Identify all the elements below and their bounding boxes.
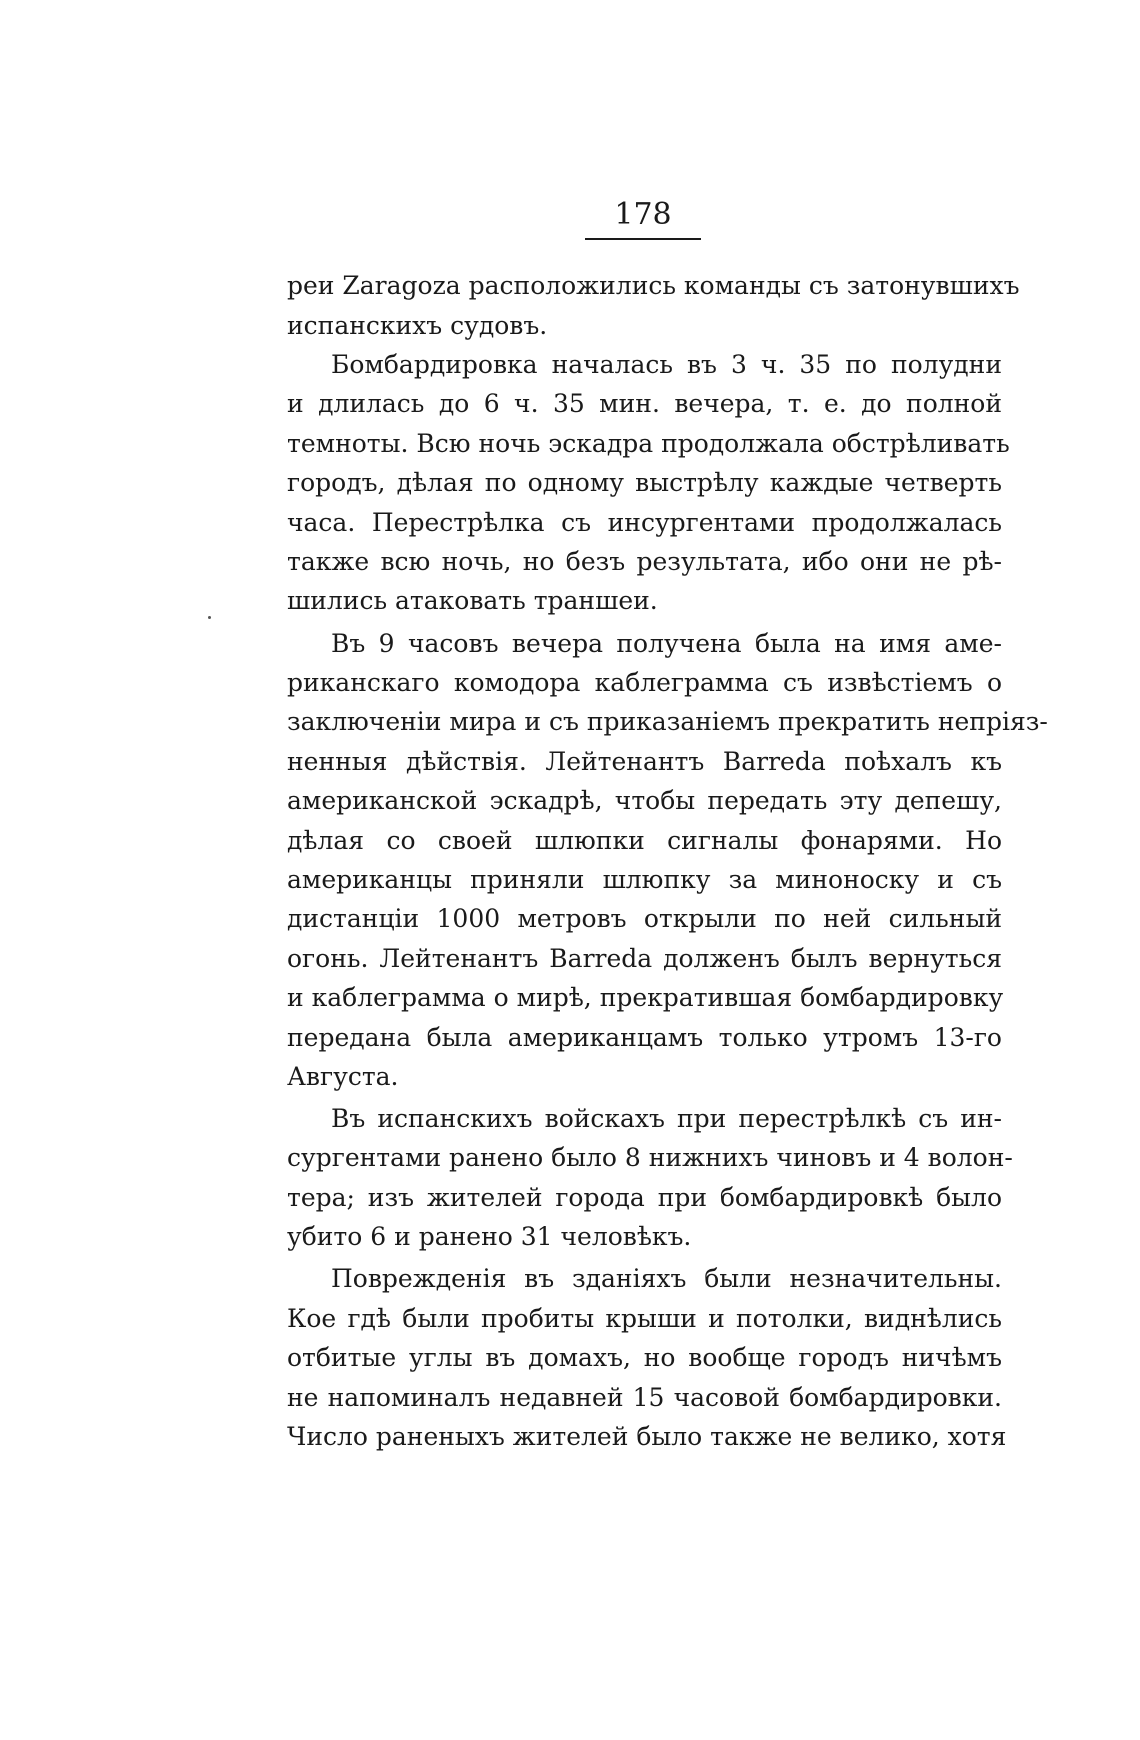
text-line: отбитые углы въ домахъ, но вообще городъ ничѣмъ [287, 1343, 1002, 1372]
text-line: Августа. [287, 1062, 399, 1091]
text-line: испанскихъ судовъ. [287, 311, 548, 340]
text-line: также всю ночь, но безъ результата, ибо они не рѣ- [287, 547, 1002, 576]
paragraph-start-line: Бомбардировка началась въ 3 ч. 35 по полудни [331, 350, 1002, 379]
text-line: ненныя дѣйствія. Лейтенантъ Barreda поѣхалъ къ [287, 747, 1002, 776]
text-line: городъ, дѣлая по одному выстрѣлу каждые четверть [287, 468, 1002, 497]
text-line: часа. Перестрѣлка съ инсургентами продолжалась [287, 508, 1002, 537]
text-line: Кое гдѣ были пробиты крыши и потолки, виднѣлись [287, 1304, 1002, 1333]
text-line: огонь. Лейтенантъ Barreda долженъ былъ вернуться [287, 944, 1002, 973]
text-line: американской эскадрѣ, чтобы передать эту депешу, [287, 786, 1002, 815]
text-line: темноты. Всю ночь эскадра продолжала обстрѣливать [287, 429, 1010, 458]
text-line: риканскаго комодора каблеграмма съ извѣстіемъ о [287, 668, 1002, 697]
paragraph-start-line: Въ испанскихъ войскахъ при перестрѣлкѣ съ ин- [331, 1104, 1002, 1133]
text-line: убито 6 и ранено 31 человѣкъ. [287, 1222, 692, 1251]
text-line: шились атаковать траншеи. [287, 586, 658, 615]
paragraph-start-line: Въ 9 часовъ вечера получена была на имя аме- [331, 629, 1002, 658]
text-line: заключеніи мира и съ приказаніемъ прекратить непріяз- [287, 707, 1048, 736]
text-line: тера; изъ жителей города при бомбардировкѣ было [287, 1183, 1002, 1212]
text-line: передана была американцамъ только утромъ 13-го [287, 1023, 1002, 1052]
text-line: американцы приняли шлюпку за миноноску и съ [287, 865, 1002, 894]
margin-speck [208, 616, 211, 619]
text-line: дѣлая со своей шлюпки сигналы фонарями. Но [287, 826, 1002, 855]
text-line: Число раненыхъ жителей было также не велико, хотя [287, 1422, 1007, 1451]
text-line: и длилась до 6 ч. 35 мин. вечера, т. е. до полной [287, 389, 1002, 418]
text-line: и каблеграмма о мирѣ, прекратившая бомбардировку [287, 983, 1004, 1012]
text-line: реи Zaragoza расположились команды съ затонувшихъ [287, 271, 1020, 300]
text-line: дистанціи 1000 метровъ открыли по ней сильный [287, 904, 1002, 933]
page-number: 178 [614, 197, 672, 232]
page-number-rule [585, 238, 701, 240]
text-line: не напоминалъ недавней 15 часовой бомбардировки. [287, 1383, 1002, 1412]
paragraph-start-line: Поврежденія въ зданіяхъ были незначительны. [331, 1264, 1002, 1293]
text-line: сургентами ранено было 8 нижнихъ чиновъ и 4 волон- [287, 1143, 1013, 1172]
